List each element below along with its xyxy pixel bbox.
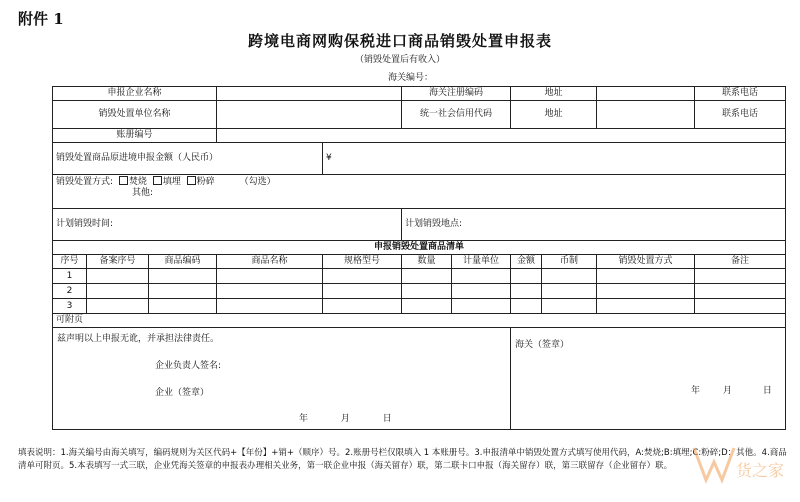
cell[interactable]: [217, 284, 323, 299]
disposal-method-cell: [53, 175, 786, 209]
continuation-note: 可附页: [53, 314, 786, 328]
cell[interactable]: [217, 269, 323, 284]
day-label: 日: [762, 386, 772, 396]
currency-symbol: ¥: [326, 153, 332, 163]
cell[interactable]: [452, 269, 511, 284]
cell[interactable]: [511, 269, 542, 284]
cell[interactable]: [323, 284, 402, 299]
declaration-statement: 兹声明以上申报无讹，并承担法律责任。: [57, 334, 220, 344]
cell[interactable]: [87, 284, 149, 299]
company-seal-label: 企业（签章）: [155, 388, 210, 398]
customs-reg-code-label: 海关注册编码: [402, 87, 511, 101]
row-list-title: [53, 241, 786, 255]
cell[interactable]: [402, 269, 452, 284]
col-header-method: 销毁处置方式: [597, 255, 695, 269]
cell[interactable]: [217, 299, 323, 314]
option-incinerate: 焚烧: [128, 177, 147, 187]
address-label: 地址: [511, 87, 597, 101]
row-account: [53, 129, 786, 143]
table-row: [53, 299, 786, 314]
responsible-signature-label: 企业负责人签名:: [155, 361, 222, 371]
method-hint: （勾选）: [239, 177, 276, 187]
row-index: 3: [53, 299, 87, 314]
cell[interactable]: [542, 299, 597, 314]
cell[interactable]: [323, 269, 402, 284]
customs-number-label: 海关编号：: [388, 73, 434, 83]
table-row: [53, 284, 786, 299]
row-column-headers: [53, 255, 786, 269]
cell[interactable]: [695, 284, 786, 299]
month-label: 月: [340, 414, 350, 424]
declaration-form-table: [52, 86, 786, 430]
day-label: 日: [382, 414, 392, 424]
method-other-label: 其他:: [132, 188, 154, 198]
row-disposal-unit: [53, 101, 786, 129]
col-header-goods-code: 商品编码: [149, 255, 217, 269]
watermark-text: 货之家: [736, 461, 785, 480]
cell[interactable]: [452, 299, 511, 314]
row-applicant: [53, 87, 786, 101]
cell[interactable]: [695, 269, 786, 284]
cell[interactable]: [149, 284, 217, 299]
row-index: 2: [53, 284, 87, 299]
address-value[interactable]: [597, 87, 695, 101]
phone-label: 联系电话: [695, 87, 786, 101]
option-landfill: 填埋: [162, 177, 181, 187]
cell[interactable]: [87, 299, 149, 314]
checkbox-crush[interactable]: [187, 176, 196, 185]
original-amount-value[interactable]: [323, 143, 786, 175]
col-header-record-seq: 备案序号: [87, 255, 149, 269]
address-value-2[interactable]: [597, 101, 695, 129]
watermark-logo-icon: [664, 442, 794, 488]
cell[interactable]: [402, 299, 452, 314]
original-amount-label: 销毁处置商品原进境申报金额（人民币）: [53, 143, 323, 175]
applicant-company-value[interactable]: [217, 87, 402, 101]
cell[interactable]: [323, 299, 402, 314]
company-date: [299, 414, 392, 425]
cell[interactable]: [597, 269, 695, 284]
option-crush: 粉碎: [196, 177, 215, 187]
form-title: 跨境电商网购保税进口商品销毁处置申报表: [247, 32, 552, 50]
checkbox-landfill[interactable]: [153, 176, 162, 185]
row-plan: [53, 209, 786, 241]
cell[interactable]: [149, 299, 217, 314]
cell[interactable]: [402, 284, 452, 299]
account-no-label: 账册编号: [53, 129, 217, 143]
cell[interactable]: [542, 269, 597, 284]
planned-time-label: 计划销毁时间:: [53, 209, 402, 241]
cell[interactable]: [511, 284, 542, 299]
form-subtitle: （销毁处置后有收入）: [354, 55, 445, 65]
cell[interactable]: [452, 284, 511, 299]
cell[interactable]: [149, 269, 217, 284]
col-header-spec: 规格型号: [323, 255, 402, 269]
col-header-amount: 金额: [511, 255, 542, 269]
col-header-quantity: 数量: [402, 255, 452, 269]
row-signature: [53, 328, 786, 430]
cell[interactable]: [542, 284, 597, 299]
col-header-unit: 计量单位: [452, 255, 511, 269]
disposal-method-label: 销毁处置方式:: [56, 177, 114, 187]
cell[interactable]: [87, 269, 149, 284]
year-label: 年: [299, 414, 309, 424]
checkbox-incinerate[interactable]: [119, 176, 128, 185]
attachment-label: 附件 1: [18, 10, 64, 28]
planned-place-label: 计划销毁地点:: [402, 209, 786, 241]
col-header-seq: 序号: [53, 255, 87, 269]
col-header-currency: 币制: [542, 255, 597, 269]
col-header-goods-name: 商品名称: [217, 255, 323, 269]
col-header-remark: 备注: [695, 255, 786, 269]
row-method: [53, 175, 786, 209]
phone-label-2: 联系电话: [695, 101, 786, 129]
row-continuation: [53, 314, 786, 328]
filling-instructions: 填表说明：1.海关编号由海关填写，编码规则为关区代码+【年份】+销+（顺序）号。2.账册号栏仅限填入 1 本账册号。3.申报清单中销毁处置方式填写使用代码，A:焚烧;B:填埋;C:粉碎;D：其他。4.商品清单可附页。5.本表填写一式三联，企业凭海关签章的申报表办理相关业务，第一联企业申报（海关留存）联，第二联卡口申报（海关留存）联，第三联留存（企业留存）联。: [18, 448, 787, 471]
customs-seal-label: 海关（签章）: [515, 340, 570, 350]
account-no-value[interactable]: [217, 129, 786, 143]
company-declaration-block: [53, 328, 511, 430]
customs-date: [691, 386, 772, 397]
row-index: 1: [53, 269, 87, 284]
row-amount: [53, 143, 786, 175]
year-label: 年: [691, 386, 701, 396]
month-label: 月: [722, 386, 732, 396]
credit-code-label: 统一社会信用代码: [402, 101, 511, 129]
disposal-unit-value[interactable]: [217, 101, 402, 129]
goods-list-title: 申报销毁处置商品清单: [53, 241, 786, 255]
cell[interactable]: [511, 299, 542, 314]
cell[interactable]: [597, 284, 695, 299]
applicant-company-label: 申报企业名称: [53, 87, 217, 101]
disposal-unit-label: 销毁处置单位名称: [53, 101, 217, 129]
table-row: [53, 269, 786, 284]
cell[interactable]: [597, 299, 695, 314]
address-label-2: 地址: [511, 101, 597, 129]
customs-seal-block: [511, 328, 786, 430]
cell[interactable]: [695, 299, 786, 314]
